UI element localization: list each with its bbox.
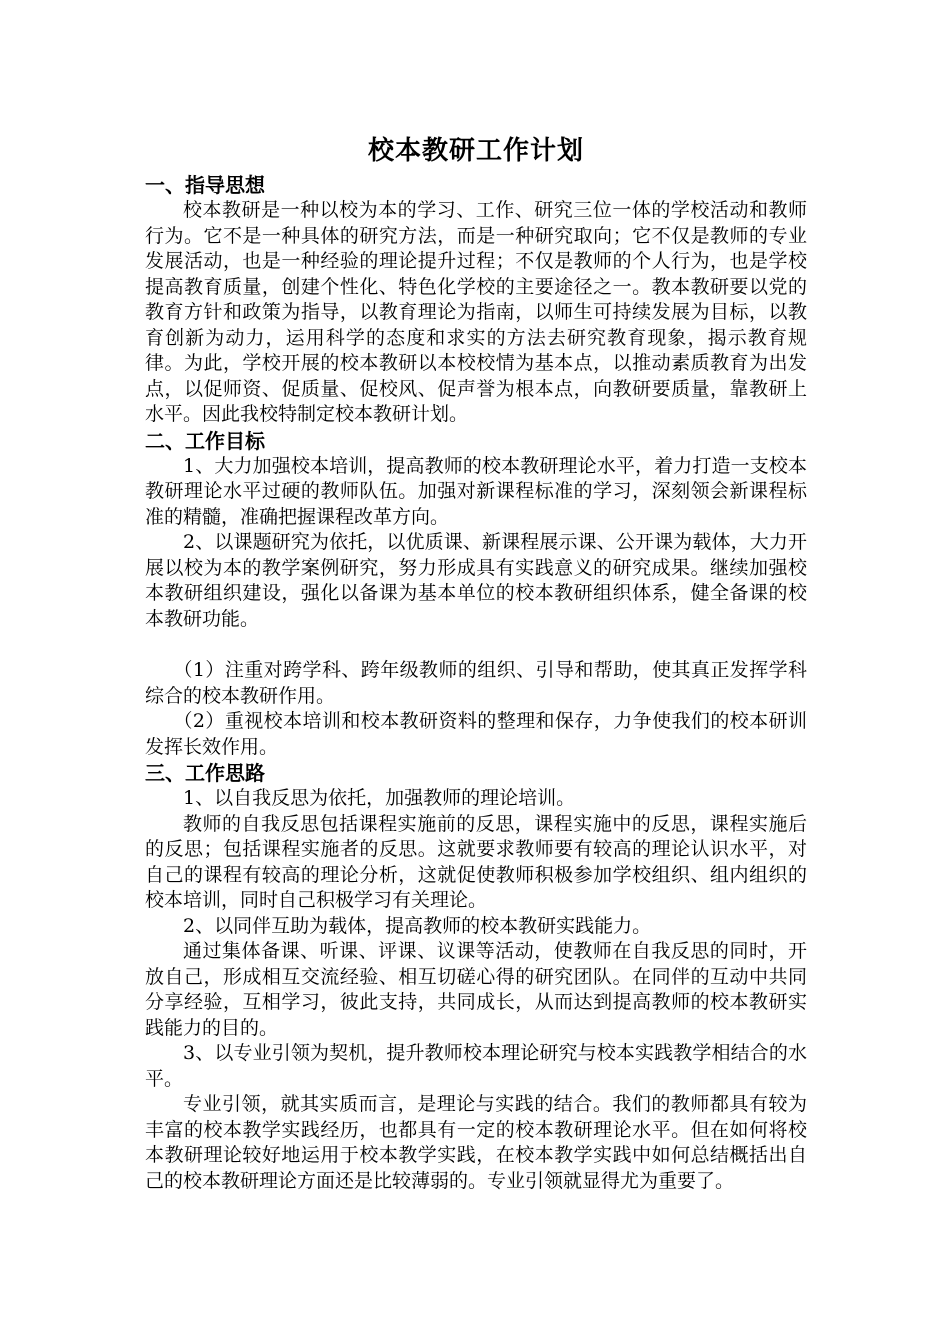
paragraph: 教师的自我反思包括课程实施前的反思，课程实施中的反思，课程实施后的反思；包括课程实施者的反思。这就要求教师要有较高的理论认识水平，对自己的课程有较高的理论分析，这就促使教师积极参加学校组织、组内组织的校本培训，同时自己积极学习有关理论。 xyxy=(145,812,807,911)
paragraph: 校本教研是一种以校为本的学习、工作、研究三位一体的学校活动和教师行为。它不是一种具体的研究方法，而是一种研究取向；它不仅是教师的专业发展活动，也是一种经验的理论提升过程；不仅是教师的个人行为，也是学校提高教育质量，创建个性化、特色化学校的主要途径之一。教本教研要以党的教育方针和政策为指导，以教育理论为指南，以师生可持续发展为目标，以教育创新为动力，运用科学的态度和求实的方法去研究教育现象，揭示教育规律。为此，学校开展的校本教研以本校校情为基本点，以推动素质教育为出发点，以促师资、促质量、促校风、促声誉为根本点，向教研要质量，靠教研上水平。因此我校特制定校本教研计划。 xyxy=(145,199,807,425)
paragraph: 1、大力加强校本培训，提高教师的校本教研理论水平，着力打造一支校本教研理论水平过硬的教师队伍。加强对新课程标准的学习，深刻领会新课程标准的精髓，准确把握课程改革方向。 xyxy=(145,454,807,528)
blank-line xyxy=(145,632,807,658)
paragraph: 通过集体备课、听课、评课、议课等活动，使教师在自我反思的同时，开放自己，形成相互交流经验、相互切磋心得的研究团队。在同伴的互动中共同分享经验，互相学习，彼此支持，共同成长，从而达到提高教师的校本教研实践能力的目的。 xyxy=(145,940,807,1039)
paragraph: 1、以自我反思为依托，加强教师的理论培训。 xyxy=(183,787,576,809)
paragraph: 2、以同伴互助为载体，提高教师的校本教研实践能力。 xyxy=(183,914,652,937)
document-title: 校本教研工作计划 xyxy=(367,136,584,166)
paragraph: （2）重视校本培训和校本教研资料的整理和保存，力争使我们的校本研训发挥长效作用。 xyxy=(145,710,807,758)
document-page xyxy=(145,132,807,1194)
section-heading-work-approach: 三、工作思路 xyxy=(145,761,265,785)
paragraph: （1）注重对跨学科、跨年级教师的组织、引导和帮助，使其真正发挥学科综合的校本教研作用。 xyxy=(145,659,807,707)
paragraph: 3、以专业引领为契机，提升教师校本理论研究与校本实践教学相结合的水平。 xyxy=(145,1042,807,1090)
section-heading-guiding-ideology: 一、指导思想 xyxy=(145,173,265,197)
section-heading-work-goals: 二、工作目标 xyxy=(145,428,265,453)
paragraph: 2、以课题研究为依托，以优质课、新课程展示课、公开课为载体，大力开展以校为本的教学案例研究，努力形成具有实践意义的研究成果。继续加强校本教研组织建设，强化以备课为基本单位的校本教研组织体系，健全备课的校本教研功能。 xyxy=(145,531,807,630)
paragraph: 专业引领，就其实质而言，是理论与实践的结合。我们的教师都具有较为丰富的校本教学实践经历，也都具有一定的校本教研理论水平。但在如何将校本教研理论较好地运用于校本教学实践，在校本教学实践中如何总结概括出自己的校本教研理论方面还是比较薄弱的。专业引领就显得尤为重要了。 xyxy=(145,1093,807,1192)
